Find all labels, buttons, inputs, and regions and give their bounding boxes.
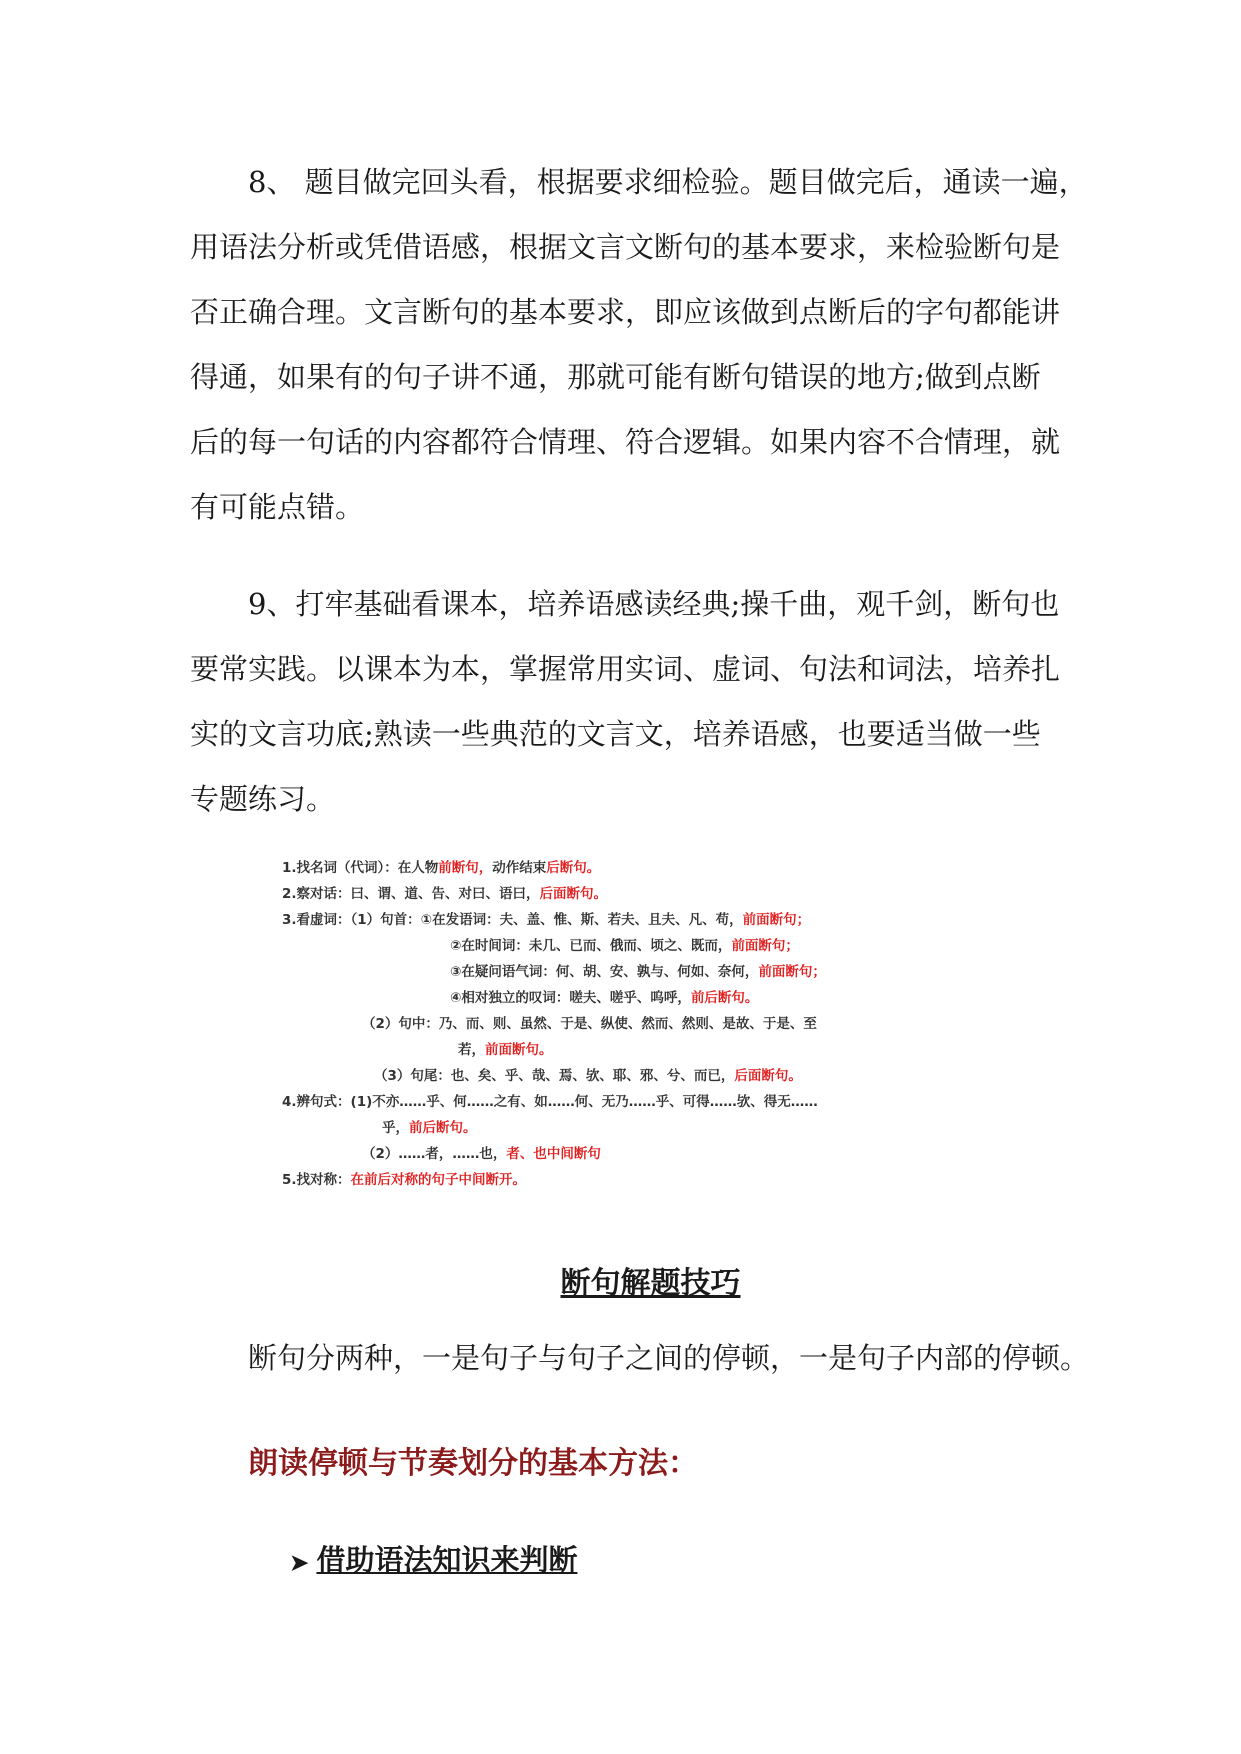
bullet-heading (290, 1538, 577, 1579)
paragraph-line: 否正确合理。文言断句的基本要求，即应该做到点断后的字句都能讲 (190, 295, 1061, 329)
paragraph-line: 专题练习。 (190, 782, 336, 816)
paragraph-line: 要常实践。以课本为本，掌握常用实词、虚词、句法和词法，培养扎 (190, 652, 1061, 686)
paragraph-line: 后的每一句话的内容都符合情理、符合逻辑。如果内容不合情理，就 (190, 425, 1061, 459)
paragraph-line: 有可能点错。 (190, 490, 365, 524)
figure-row: 1.找名词（代词）：在人物前断句，动作结束后断句。 (282, 860, 601, 876)
bullet-heading-text: 借助语法知识来判断 (316, 1543, 578, 1577)
figure-row: ②在时间词：未几、已而、俄而、顷之、既而，前面断句； (450, 938, 799, 954)
figure-row: ③在疑问语气词：何、胡、安、孰与、何如、奈何，前面断句； (450, 964, 826, 980)
method-summary-figure (270, 852, 950, 1192)
figure-row: ④相对独立的叹词：嗟夫、嗟乎、呜呼，前后断句。 (450, 990, 759, 1006)
paragraph-8 (190, 150, 1088, 540)
paragraph-line: 得通，如果有的句子讲不通，那就可能有断句错误的地方;做到点断 (190, 360, 1041, 394)
arrow-bullet-icon: ➤ (290, 1550, 309, 1576)
section-title: 断句解题技巧 (560, 1266, 741, 1301)
figure-row: 3.看虚词：（1）句首：①在发语词：夫、盖、惟、斯、若夫、且夫、凡、苟，前面断句； (282, 912, 811, 928)
figure-row: （2）句中：乃、而、则、虽然、于是、纵使、然而、然则、是故、于是、至 (362, 1016, 817, 1032)
paragraph-line: 9、打牢基础看课本，培养语感读经典;操千曲，观千剑，断句也 (248, 587, 1060, 621)
figure-row: 4.辨句式：(1)不亦……乎、何……之有、如……何、无乃……乎、可得……欤、得无…… (282, 1094, 818, 1110)
figure-row: 若，前面断句。 (458, 1042, 553, 1058)
intro-paragraph: 断句分两种，一是句子与句子之间的停顿，一是句子内部的停顿。 (248, 1341, 1090, 1375)
figure-row: 2.察对话：曰、谓、道、告、对曰、语曰，后面断句。 (282, 886, 608, 902)
paragraph-line: 实的文言功底;熟读一些典范的文言文，培养语感，也要适当做一些 (190, 717, 1041, 751)
figure-row: 乎，前后断句。 (382, 1120, 477, 1136)
paragraph-line: 8、 题目做完回头看，根据要求细检验。题目做完后，通读一遍， (248, 165, 1088, 199)
figure-row: 5.找对称：在前后对称的句子中间断开。 (282, 1172, 527, 1188)
paragraph-line: 用语法分析或凭借语感，根据文言文断句的基本要求，来检验断句是 (190, 230, 1061, 264)
method-title: 朗读停顿与节奏划分的基本方法： (248, 1446, 698, 1481)
figure-row: （3）句尾：也、矣、乎、哉、焉、欤、耶、邪、兮、而已，后面断句。 (374, 1068, 802, 1084)
paragraph-9 (190, 572, 1060, 832)
figure-row: （2）……者，……也，者、也中间断句 (362, 1146, 601, 1162)
